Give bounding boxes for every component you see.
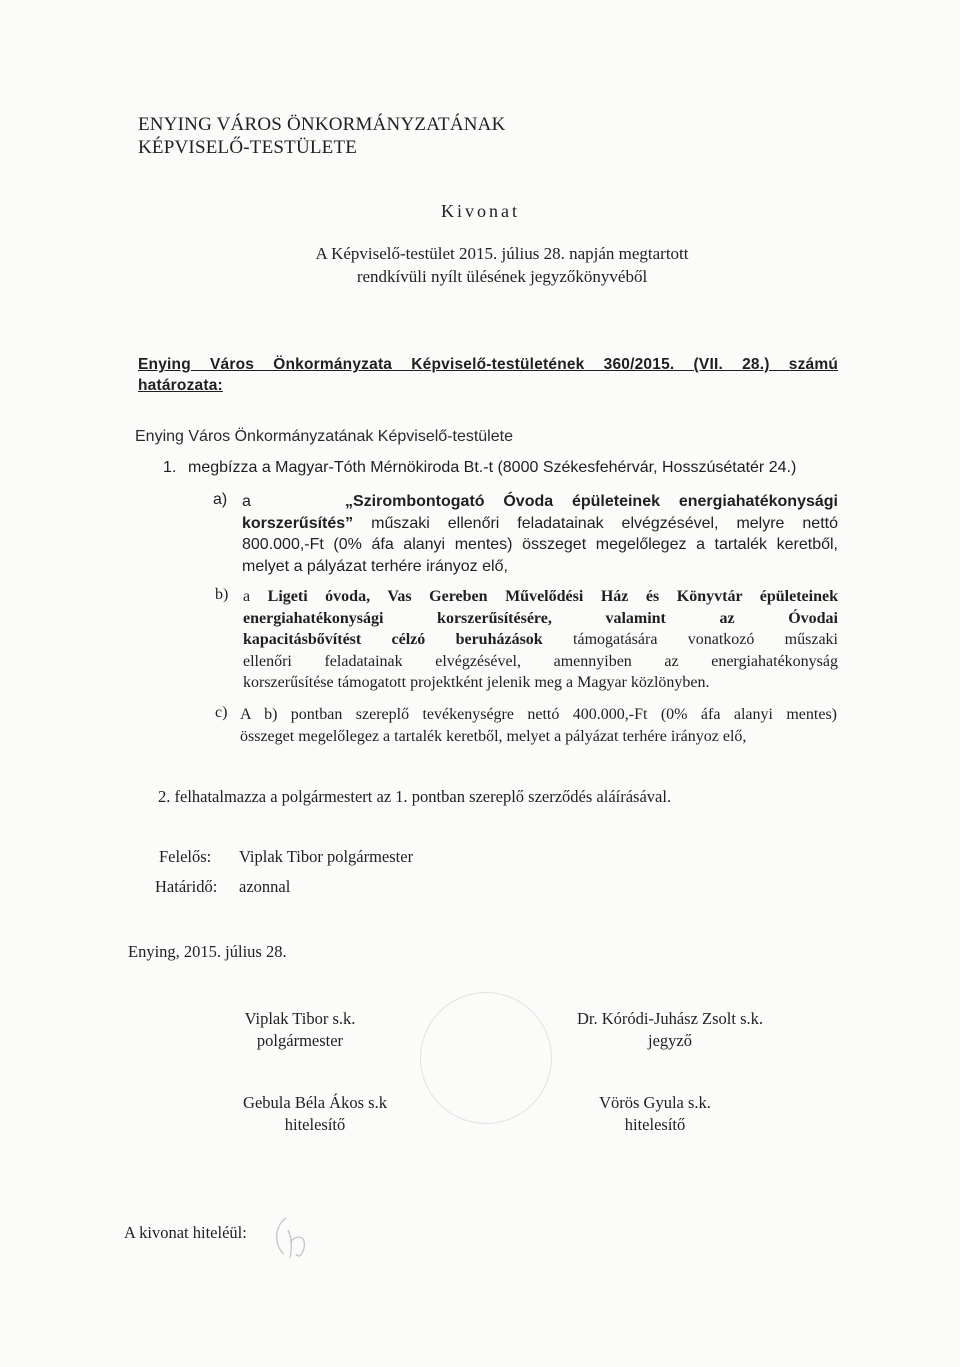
signature-role: jegyző	[648, 1031, 692, 1050]
signature-role: polgármester	[256, 1031, 344, 1050]
signature-name: Vörös Gyula s.k.	[599, 1093, 711, 1112]
item2-text: 2. felhatalmazza a polgármestert az 1. pontban szereplő szerződés aláírásával.	[158, 787, 672, 806]
item-b-bold-line1: Ligeti óvoda, Vas Gereben Művelődési Ház és Könyvtár épületeinek	[267, 588, 839, 605]
item-a-label: a)	[213, 491, 228, 508]
signature-mayor	[220, 1008, 380, 1052]
item-a-lead: a	[242, 493, 251, 510]
item1-number: 1.	[163, 459, 177, 476]
item-b-line3	[243, 629, 838, 651]
item-a-line4: melyet a pályázat terhére irányoz elő,	[242, 557, 508, 575]
item-c-text	[240, 704, 837, 747]
item-a-text	[242, 491, 838, 577]
subtitle-line2: rendkívüli nyílt ülésének jegyzőkönyvéből	[356, 267, 648, 286]
signature-role: hitelesítő	[284, 1115, 346, 1134]
item1-text: megbízza a Magyar-Tóth Mérnökiroda Bt.-t (8000 Székesfehérvár, Hosszúsétatér 24.)	[188, 459, 797, 476]
org-name-line1: ENYING VÁROS ÖNKORMÁNYZATÁNAK	[138, 114, 506, 135]
item-b-label: b)	[215, 586, 229, 603]
item-a-line1	[242, 491, 838, 513]
item-c-line1: A b) pontban szereplő tevékenységre nettó 400.000,-Ft (0% áfa alanyi mentes)	[240, 706, 837, 723]
item-b-text	[243, 586, 838, 694]
item-b-line3-rest: támogatására vonatkozó műszaki	[573, 631, 839, 648]
item-b-bold-line2: energiahatékonysági korszerűsítésére, valamint az Óvodai	[243, 609, 838, 627]
responsible-label: Felelős:	[159, 847, 212, 866]
signature-role: hitelesítő	[624, 1115, 686, 1134]
signature-notary	[560, 1008, 780, 1052]
item-b-line1	[243, 586, 838, 608]
signature-name: Viplak Tibor s.k.	[244, 1009, 356, 1028]
signature-certifier-2	[570, 1092, 740, 1136]
signature-certifier-1	[220, 1092, 410, 1136]
item-b-bold-line3: kapacitásbővítést célzó beruházások	[243, 631, 543, 648]
signature-name: Gebula Béla Ákos s.k	[243, 1093, 387, 1112]
certified-label: A kivonat hiteléül:	[124, 1223, 247, 1242]
signature-name: Dr. Kóródi-Juhász Zsolt s.k.	[576, 1009, 764, 1028]
handwritten-signature-icon	[268, 1212, 314, 1264]
deadline-label: Határidő:	[155, 877, 218, 896]
resolution-title-line2: határozata:	[138, 377, 223, 394]
place-and-date: Enying, 2015. július 28.	[128, 942, 287, 961]
item-b-lead: a	[243, 588, 251, 605]
resolution-title-line1: Enying Város Önkormányzata Képviselő-testületének 360/2015. (VII. 28.) számú	[138, 356, 838, 373]
org-name-line2: KÉPVISELŐ-TESTÜLETE	[138, 137, 358, 158]
item-a-line2	[242, 513, 838, 535]
item-a-line2-rest: műszaki ellenőri feladatainak elvégzésével, melyre nettó	[371, 514, 838, 532]
deadline-value: azonnal	[239, 877, 291, 896]
faint-stamp	[420, 992, 552, 1124]
item-c-label: c)	[215, 704, 228, 721]
document-title: Kivonat	[441, 201, 520, 221]
responsible-value: Viplak Tibor polgármester	[239, 847, 414, 866]
resolution-intro: Enying Város Önkormányzatának Képviselő-testülete	[135, 428, 513, 445]
subtitle-line1: A Képviselő-testület 2015. július 28. napján megtartott	[315, 244, 689, 263]
item-a-bold-line2: korszerűsítés”	[242, 514, 354, 532]
item-b-line5: korszerűsítése támogatott projektként jelenik meg a Magyar közlönyben.	[243, 674, 710, 691]
item-b-line4: ellenőri feladatainak elvégzésével, amennyiben az energiahatékonyság	[243, 652, 838, 670]
item-a-bold-line1: „Szirombontogató Óvoda épületeinek energiahatékonysági	[345, 493, 838, 510]
item-c-line2: összeget megelőlegez a tartalék keretből, melyet a pályázat terhére irányoz elő,	[240, 727, 747, 745]
item-a-line3: 800.000,-Ft (0% áfa alanyi mentes) összeget megelőlegez a tartalék keretből,	[242, 536, 838, 553]
